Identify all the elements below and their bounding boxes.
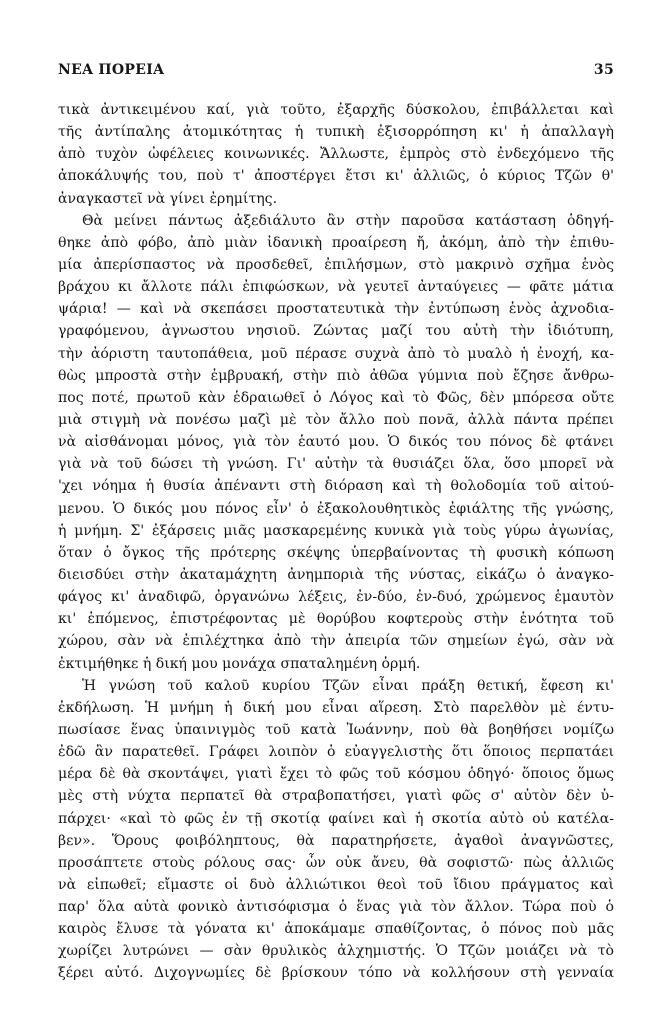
text-line: βράχου κι ἄλλοτε πάλι ἐπιφώσκων, νὰ γευτεῖ ἀνταύγειες — φᾶτε μάτια [58,279,614,296]
text-line: μὲς στὴ νύχτα περπατεῖ θὰ στραβοπατήσει, γιατὶ φῶς σ' αὐτὸν δὲν ὑ- [58,788,614,805]
text-line: πωσίασε ἕνας ὑπαινιγμὸς τοῦ κατὰ Ἰωάννην, ποὺ θὰ βοηθήσει νομίζω [58,721,614,738]
text-line: πος ποτέ, πρωτοῦ κὰν ἑδραιωθεῖ ὁ Λόγος καὶ τὸ Φῶς, δὲν μπόρεσα οὔτε [58,389,614,406]
text-line: παρ' ὅλα αὐτὰ φονικὸ ἀντισόφισμα ὁ ἕνας γιὰ τὸν ἄλλον. Τώρα ποὺ ὁ [58,899,614,916]
text-line: ἀποκάλυψής του, ποὺ τ' ἀποστέργει ἔτσι κι' ἀλλιῶς, ὁ κύριος Τζῶν θ' [58,168,614,185]
text-line: τῆς ἀντίπαλης ἀτομικότητας ἡ τυπικὴ ἐξισορρόπηση κι' ἡ ἀπαλλαγὴ [58,124,614,141]
text-line: καιρὸς ἔλυσε τὰ γόνατα κι' ἀποκάμαμε σπαθίζοντας, ὁ πόνος ποὺ μᾶς [58,921,614,938]
text-line: μενου. Ὁ δικός μου πόνος εἶν' ὁ ἐξακολουθητικὸς ἐφιάλτης τῆς γνώσης, [58,500,614,517]
text-line: τικὰ ἀντικειμένου καί, γιὰ τοῦτο, ἐξαρχῆς δύσκολου, ἐπιβάλλεται καὶ [58,102,614,118]
text-line: προσάπτετε στοὺς ρόλους σας· ὧν οὐκ ἄνευ, θὰ σοφιστῶ· πὼς ἀλλιῶς [58,854,614,871]
text-line: ἐκδήλωση. Ἡ μνήμη ἡ δική μου εἶναι αἵρεση. Στὸ παρελθὸν μὲ έντυ- [58,699,614,716]
text-line: ψάρια! — καὶ νὰ σκεπάσει προστατευτικὰ τὴν ἐντύπωση ἑνὸς ἀχνοδια- [58,301,614,318]
text-line: διεισδύει στὴν ἀκαταμάχητη ἀνημποριὰ τῆς νύστας, εἰκάζω ὁ ἀναγκο- [58,566,614,583]
text-line: φάγος κι' ἀναδιφῶ, ὀργανώνω λέξεις, ἐν-δύο, ἐν-δυό, χρώμενος ἑμαυτὸν [58,589,614,606]
journal-title: ΝΕΑ ΠΟΡΕΙΑ [58,62,165,78]
text-line: ξέρει αὐτό. Διχογνωμίες δὲ βρίσκουν τόπο νὰ κολλήσουν στὴ γενναία [58,965,614,982]
text-line: μιὰ στιγμὴ νὰ πονέσω μαζὶ μὲ τὸν ἄλλο ποὺ πονᾶ, ἀλλὰ πάντα πρέπει [58,411,614,428]
text-line: 'χει νόημα ἡ θυσία ἀπέναντι στὴ διόραση καὶ τὴ θολοδομία τοῦ αἰτού- [58,478,614,495]
text-line: νὰ εἰπωθεῖ; εἴμαστε οἱ δυὸ ἀλλιώτικοι θεοὶ τοῦ ἴδιου πράγματος καὶ [58,876,614,893]
text-line: τὴν ἀόριστη ταυτοπάθεια, μοῦ πέρασε συχνὰ ἀπὸ τὸ μυαλὸ ἡ ἐνοχή, κα- [58,345,614,362]
book-page [58,62,614,1012]
text-line: θηκε ἀπὸ φόβο, ἀπὸ μιὰν ἰδανικὴ προαίρεση ἤ, ἀκόμη, ἀπὸ τὴν ἐπιθυ- [58,234,614,251]
text-line: ἀναγκαστεῖ νὰ γίνει ἐρημίτης. [58,190,278,207]
text-line: γιὰ νὰ τοῦ δώσει τὴ γνώση. Γι' αὐτὴν τὰ θυσιάζει ὅλα, ὅσο μπορεῖ νὰ [58,456,614,473]
text-line: ἡ μνήμη. Σ' ἐξάρσεις μιᾶς μασκαρεμένης κυνικὰ γιὰ τοὺς γύρω ἀγωνίας, [58,522,614,539]
text-line: μία ἀπερίσπαστος νὰ προσδεθεῖ, ἐπιλήσμων, στὸ μακρινὸ σχῆμα ἑνὸς [58,256,614,273]
text-line: ἐκτιμήθηκε ἡ δική μου μονάχα σπαταλημένη ὁρμή. [58,655,421,672]
text-line: ὅταν ὁ ὄγκος τῆς πρότερης σκέψης ὑπερβαίνοντας τὴ φυσικὴ κόπωση [58,544,614,561]
text-line: μέρα δὲ θὰ σκοντάψει, γιατὶ ἔχει τὸ φῶς τοῦ κόσμου ὁδηγό· ὅποιος ὅμως [58,766,614,783]
text-line: πάρχει· «καὶ τὸ φῶς ἐν τῇ σκοτίᾳ φαίνει καὶ ἡ σκοτία αὐτὸ οὐ κατέλα- [58,810,614,827]
text-line: θὼς μπροστὰ στὴν ἐμβρυακή, στὴν πιὸ ἀθῶα γύμνια ποὺ ἔζησε ἄνθρω- [58,367,614,384]
body-text [58,99,614,985]
text-line: ἐδῶ ἂν παρατεθεῖ. Γράφει λοιπὸν ὁ εὐαγγελιστὴς ὅτι ὅποιος περπατάει [58,744,614,761]
running-header [58,62,614,84]
text-line: κι' ἑπόμενος, ἐπιστρέφοντας μὲ θορύβου κοφτεροὺς στὴν ἑνότητα τοῦ [58,611,614,628]
page-number: 35 [593,62,614,78]
text-line: νὰ αἰσθάνομαι μόνος, γιὰ τὸν ἑαυτό μου. Ὁ δικός του πόνος δὲ φτάνει [58,434,614,451]
text-line: χωρίζει λυτρώνει — σὰν θρυλικὸς ἀλχημιστής. Ὁ Τζῶν μοιάζει νὰ τὸ [58,943,614,960]
text-line: ἀπὸ τυχὸν ὠφέλειες κοινωνικές. Ἄλλωστε, ἐμπρὸς στὸ ἐνδεχόμενο τῆς [58,146,614,163]
text-line: Ἡ γνώση τοῦ καλοῦ κυρίου Τζῶν εἶναι πράξη θετική, ἔφεση κι' [82,677,614,694]
text-line: χώρου, σὰν νὰ ἐπιλέχτηκα ἀπὸ τὴν ἀπειρία τῶν σημείων ἐγώ, σὰν νὰ [58,633,614,650]
text-line: Θὰ μείνει πάντως ἀξεδιάλυτο ἂν στὴν παροῦσα κατάσταση ὁδηγή- [82,212,614,229]
text-line: γραφόμενου, ἀγνωστου νησιοῦ. Ζώντας μαζί του αὐτὴ τὴν ἰδιότυπη, [58,323,614,340]
text-line: βεν». Ὅρους φοιβόληπτους, θὰ παρατηρήσετε, ἀγαθοὶ ἀναγνῶστες, [58,832,614,849]
